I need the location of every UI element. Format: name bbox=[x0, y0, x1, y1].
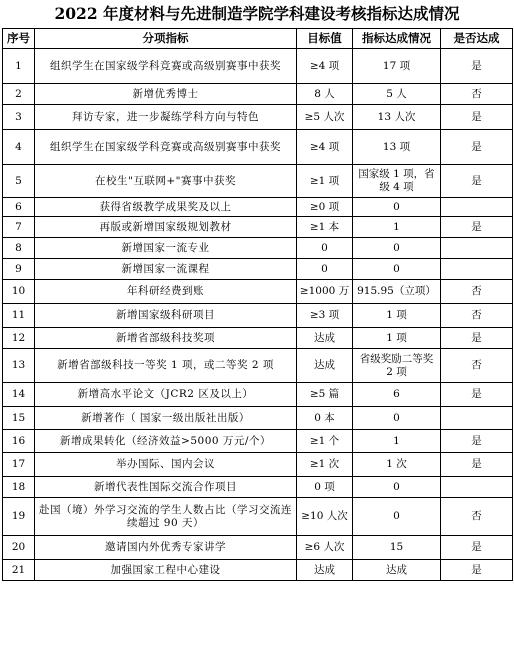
row-number: 13 bbox=[3, 349, 35, 383]
row-indicator: 年科研经费到账 bbox=[35, 280, 297, 304]
row-number: 5 bbox=[3, 165, 35, 198]
header-status: 指标达成情况 bbox=[353, 29, 441, 49]
row-number: 12 bbox=[3, 328, 35, 349]
row-number: 3 bbox=[3, 105, 35, 130]
row-target: ≥1 个 bbox=[297, 430, 353, 453]
row-achieved: 否 bbox=[441, 498, 513, 536]
row-target: ≥1 本 bbox=[297, 217, 353, 238]
row-status: 17 项 bbox=[353, 49, 441, 84]
row-achieved: 是 bbox=[441, 328, 513, 349]
row-indicator: 新增成果转化（经济效益>5000 万元/个） bbox=[35, 430, 297, 453]
row-status: 达成 bbox=[353, 560, 441, 581]
row-status: 1 项 bbox=[353, 304, 441, 328]
table-row bbox=[3, 560, 513, 581]
row-target: 0 项 bbox=[297, 477, 353, 498]
row-indicator: 获得省级教学成果奖及以上 bbox=[35, 198, 297, 217]
document-title: 2022 年度材料与先进制造学院学科建设考核指标达成情况 bbox=[54, 4, 460, 23]
row-status: 1 bbox=[353, 217, 441, 238]
row-status: 915.95（立项） bbox=[353, 280, 441, 304]
row-indicator: 拜访专家，进一步凝练学科方向与特色 bbox=[35, 105, 297, 130]
table-row bbox=[3, 130, 513, 165]
row-status: 13 人次 bbox=[353, 105, 441, 130]
row-achieved: 否 bbox=[441, 280, 513, 304]
table-row bbox=[3, 84, 513, 105]
row-indicator: 组织学生在国家级学科竞赛或高级别赛事中获奖 bbox=[35, 49, 297, 84]
row-number: 17 bbox=[3, 453, 35, 477]
row-indicator: 新增国家一流课程 bbox=[35, 259, 297, 280]
row-status: 0 bbox=[353, 477, 441, 498]
row-number: 10 bbox=[3, 280, 35, 304]
row-number: 18 bbox=[3, 477, 35, 498]
table-row bbox=[3, 198, 513, 217]
table-row bbox=[3, 259, 513, 280]
row-target: 0 bbox=[297, 259, 353, 280]
row-number: 6 bbox=[3, 198, 35, 217]
table-header-row bbox=[3, 29, 513, 49]
row-status: 5 人 bbox=[353, 84, 441, 105]
row-number: 8 bbox=[3, 238, 35, 259]
row-indicator: 邀请国内外优秀专家讲学 bbox=[35, 536, 297, 560]
row-achieved: 是 bbox=[441, 105, 513, 130]
row-indicator: 新增省部级科技一等奖 1 项，或二等奖 2 项 bbox=[35, 349, 297, 383]
row-indicator: 举办国际、国内会议 bbox=[35, 453, 297, 477]
row-target: ≥3 项 bbox=[297, 304, 353, 328]
table-row bbox=[3, 238, 513, 259]
row-target: 0 本 bbox=[297, 407, 353, 430]
table-row bbox=[3, 105, 513, 130]
table-row bbox=[3, 536, 513, 560]
row-target: ≥1 次 bbox=[297, 453, 353, 477]
row-achieved bbox=[441, 407, 513, 430]
row-indicator: 加强国家工程中心建设 bbox=[35, 560, 297, 581]
row-status: 0 bbox=[353, 238, 441, 259]
row-number: 1 bbox=[3, 49, 35, 84]
row-target: ≥0 项 bbox=[297, 198, 353, 217]
row-status: 6 bbox=[353, 383, 441, 407]
row-number: 9 bbox=[3, 259, 35, 280]
row-achieved: 否 bbox=[441, 84, 513, 105]
row-target: ≥4 项 bbox=[297, 49, 353, 84]
row-status: 13 项 bbox=[353, 130, 441, 165]
row-status: 1 次 bbox=[353, 453, 441, 477]
header-achieved: 是否达成 bbox=[441, 29, 513, 49]
row-indicator: 新增代表性国际交流合作项目 bbox=[35, 477, 297, 498]
row-status: 国家级 1 项，省级 4 项 bbox=[353, 165, 441, 198]
row-achieved: 是 bbox=[441, 383, 513, 407]
row-indicator: 再版或新增国家级规划教材 bbox=[35, 217, 297, 238]
row-achieved bbox=[441, 238, 513, 259]
header-no: 序号 bbox=[3, 29, 35, 49]
row-indicator: 新增国家一流专业 bbox=[35, 238, 297, 259]
row-indicator: 新增高水平论文（JCR2 区及以上） bbox=[35, 383, 297, 407]
row-status: 1 bbox=[353, 430, 441, 453]
table-row bbox=[3, 407, 513, 430]
row-status: 0 bbox=[353, 498, 441, 536]
row-status: 省级奖励二等奖 2 项 bbox=[353, 349, 441, 383]
row-number: 20 bbox=[3, 536, 35, 560]
row-indicator: 在校生"互联网+"赛事中获奖 bbox=[35, 165, 297, 198]
row-number: 14 bbox=[3, 383, 35, 407]
row-target: 达成 bbox=[297, 349, 353, 383]
table-row bbox=[3, 430, 513, 453]
row-status: 15 bbox=[353, 536, 441, 560]
table-row bbox=[3, 477, 513, 498]
row-target: 8 人 bbox=[297, 84, 353, 105]
row-number: 4 bbox=[3, 130, 35, 165]
row-number: 11 bbox=[3, 304, 35, 328]
row-indicator: 赴国（境）外学习交流的学生人数占比（学习交流连续超过 90 天） bbox=[35, 498, 297, 536]
row-indicator: 新增省部级科技奖项 bbox=[35, 328, 297, 349]
row-number: 19 bbox=[3, 498, 35, 536]
row-target: ≥6 人次 bbox=[297, 536, 353, 560]
row-status: 0 bbox=[353, 407, 441, 430]
table-row bbox=[3, 453, 513, 477]
table-row bbox=[3, 328, 513, 349]
row-number: 16 bbox=[3, 430, 35, 453]
row-status: 0 bbox=[353, 198, 441, 217]
row-achieved: 是 bbox=[441, 165, 513, 198]
table-row bbox=[3, 304, 513, 328]
row-achieved: 是 bbox=[441, 49, 513, 84]
row-target: ≥1000 万 bbox=[297, 280, 353, 304]
table-row bbox=[3, 349, 513, 383]
row-target: ≥10 人次 bbox=[297, 498, 353, 536]
row-achieved bbox=[441, 198, 513, 217]
row-achieved bbox=[441, 259, 513, 280]
indicator-table bbox=[2, 28, 513, 581]
row-target: ≥5 人次 bbox=[297, 105, 353, 130]
row-achieved: 否 bbox=[441, 349, 513, 383]
row-achieved: 是 bbox=[441, 560, 513, 581]
row-achieved: 是 bbox=[441, 130, 513, 165]
table-row bbox=[3, 165, 513, 198]
header-indicator: 分项指标 bbox=[35, 29, 297, 49]
row-achieved: 是 bbox=[441, 217, 513, 238]
header-target: 目标值 bbox=[297, 29, 353, 49]
row-target: ≥4 项 bbox=[297, 130, 353, 165]
row-number: 15 bbox=[3, 407, 35, 430]
table-row bbox=[3, 383, 513, 407]
row-achieved: 是 bbox=[441, 536, 513, 560]
table-row bbox=[3, 498, 513, 536]
table-row bbox=[3, 217, 513, 238]
row-target: 达成 bbox=[297, 560, 353, 581]
row-number: 7 bbox=[3, 217, 35, 238]
row-indicator: 组织学生在国家级学科竞赛或高级别赛事中获奖 bbox=[35, 130, 297, 165]
row-status: 0 bbox=[353, 259, 441, 280]
row-indicator: 新增优秀博士 bbox=[35, 84, 297, 105]
row-target: 达成 bbox=[297, 328, 353, 349]
row-indicator: 新增国家级科研项目 bbox=[35, 304, 297, 328]
row-achieved: 否 bbox=[441, 304, 513, 328]
row-target: ≥1 项 bbox=[297, 165, 353, 198]
row-status: 1 项 bbox=[353, 328, 441, 349]
row-target: ≥5 篇 bbox=[297, 383, 353, 407]
row-achieved: 是 bbox=[441, 430, 513, 453]
table-row bbox=[3, 49, 513, 84]
row-indicator: 新增著作（ 国家一级出版社出版） bbox=[35, 407, 297, 430]
row-target: 0 bbox=[297, 238, 353, 259]
row-achieved bbox=[441, 477, 513, 498]
row-achieved: 是 bbox=[441, 453, 513, 477]
table-row bbox=[3, 280, 513, 304]
row-number: 2 bbox=[3, 84, 35, 105]
row-number: 21 bbox=[3, 560, 35, 581]
